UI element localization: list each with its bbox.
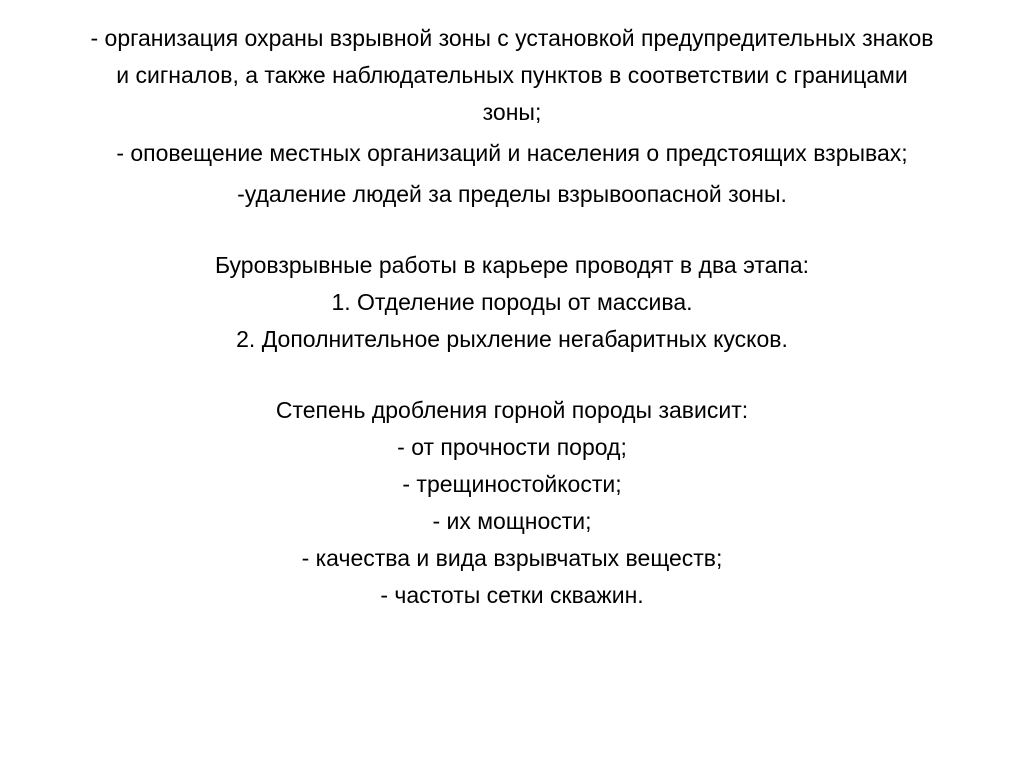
list-item: - их мощности; <box>432 508 592 534</box>
paragraph-line: - оповещение местных организаций и населения о предстоящих взрывах; <box>116 140 908 166</box>
paragraph-line: - организация охраны взрывной зоны с установкой предупредительных знаков <box>90 25 934 51</box>
paragraph-line: и сигналов, а также наблюдательных пунктов в соответствии с границами <box>116 62 908 88</box>
text-body <box>24 20 1000 614</box>
list-item: 2. Дополнительное рыхление негабаритных кусков. <box>236 326 788 352</box>
spacer <box>24 213 1000 247</box>
list-item: - качества и вида взрывчатых веществ; <box>301 545 723 571</box>
list-item: - от прочности пород; <box>397 434 627 460</box>
paragraph-line: зоны; <box>482 99 542 125</box>
list-item: - частоты сетки скважин. <box>380 582 644 608</box>
section-heading: Буровзрывные работы в карьере проводят в два этапа: <box>214 252 810 278</box>
section-heading: Степень дробления горной породы зависит: <box>275 397 749 423</box>
list-item: 1. Отделение породы от массива. <box>331 289 693 315</box>
list-item: - трещиностойкости; <box>402 471 622 497</box>
spacer <box>24 358 1000 392</box>
paragraph-line: -удаление людей за пределы взрывоопасной зоны. <box>237 181 787 207</box>
